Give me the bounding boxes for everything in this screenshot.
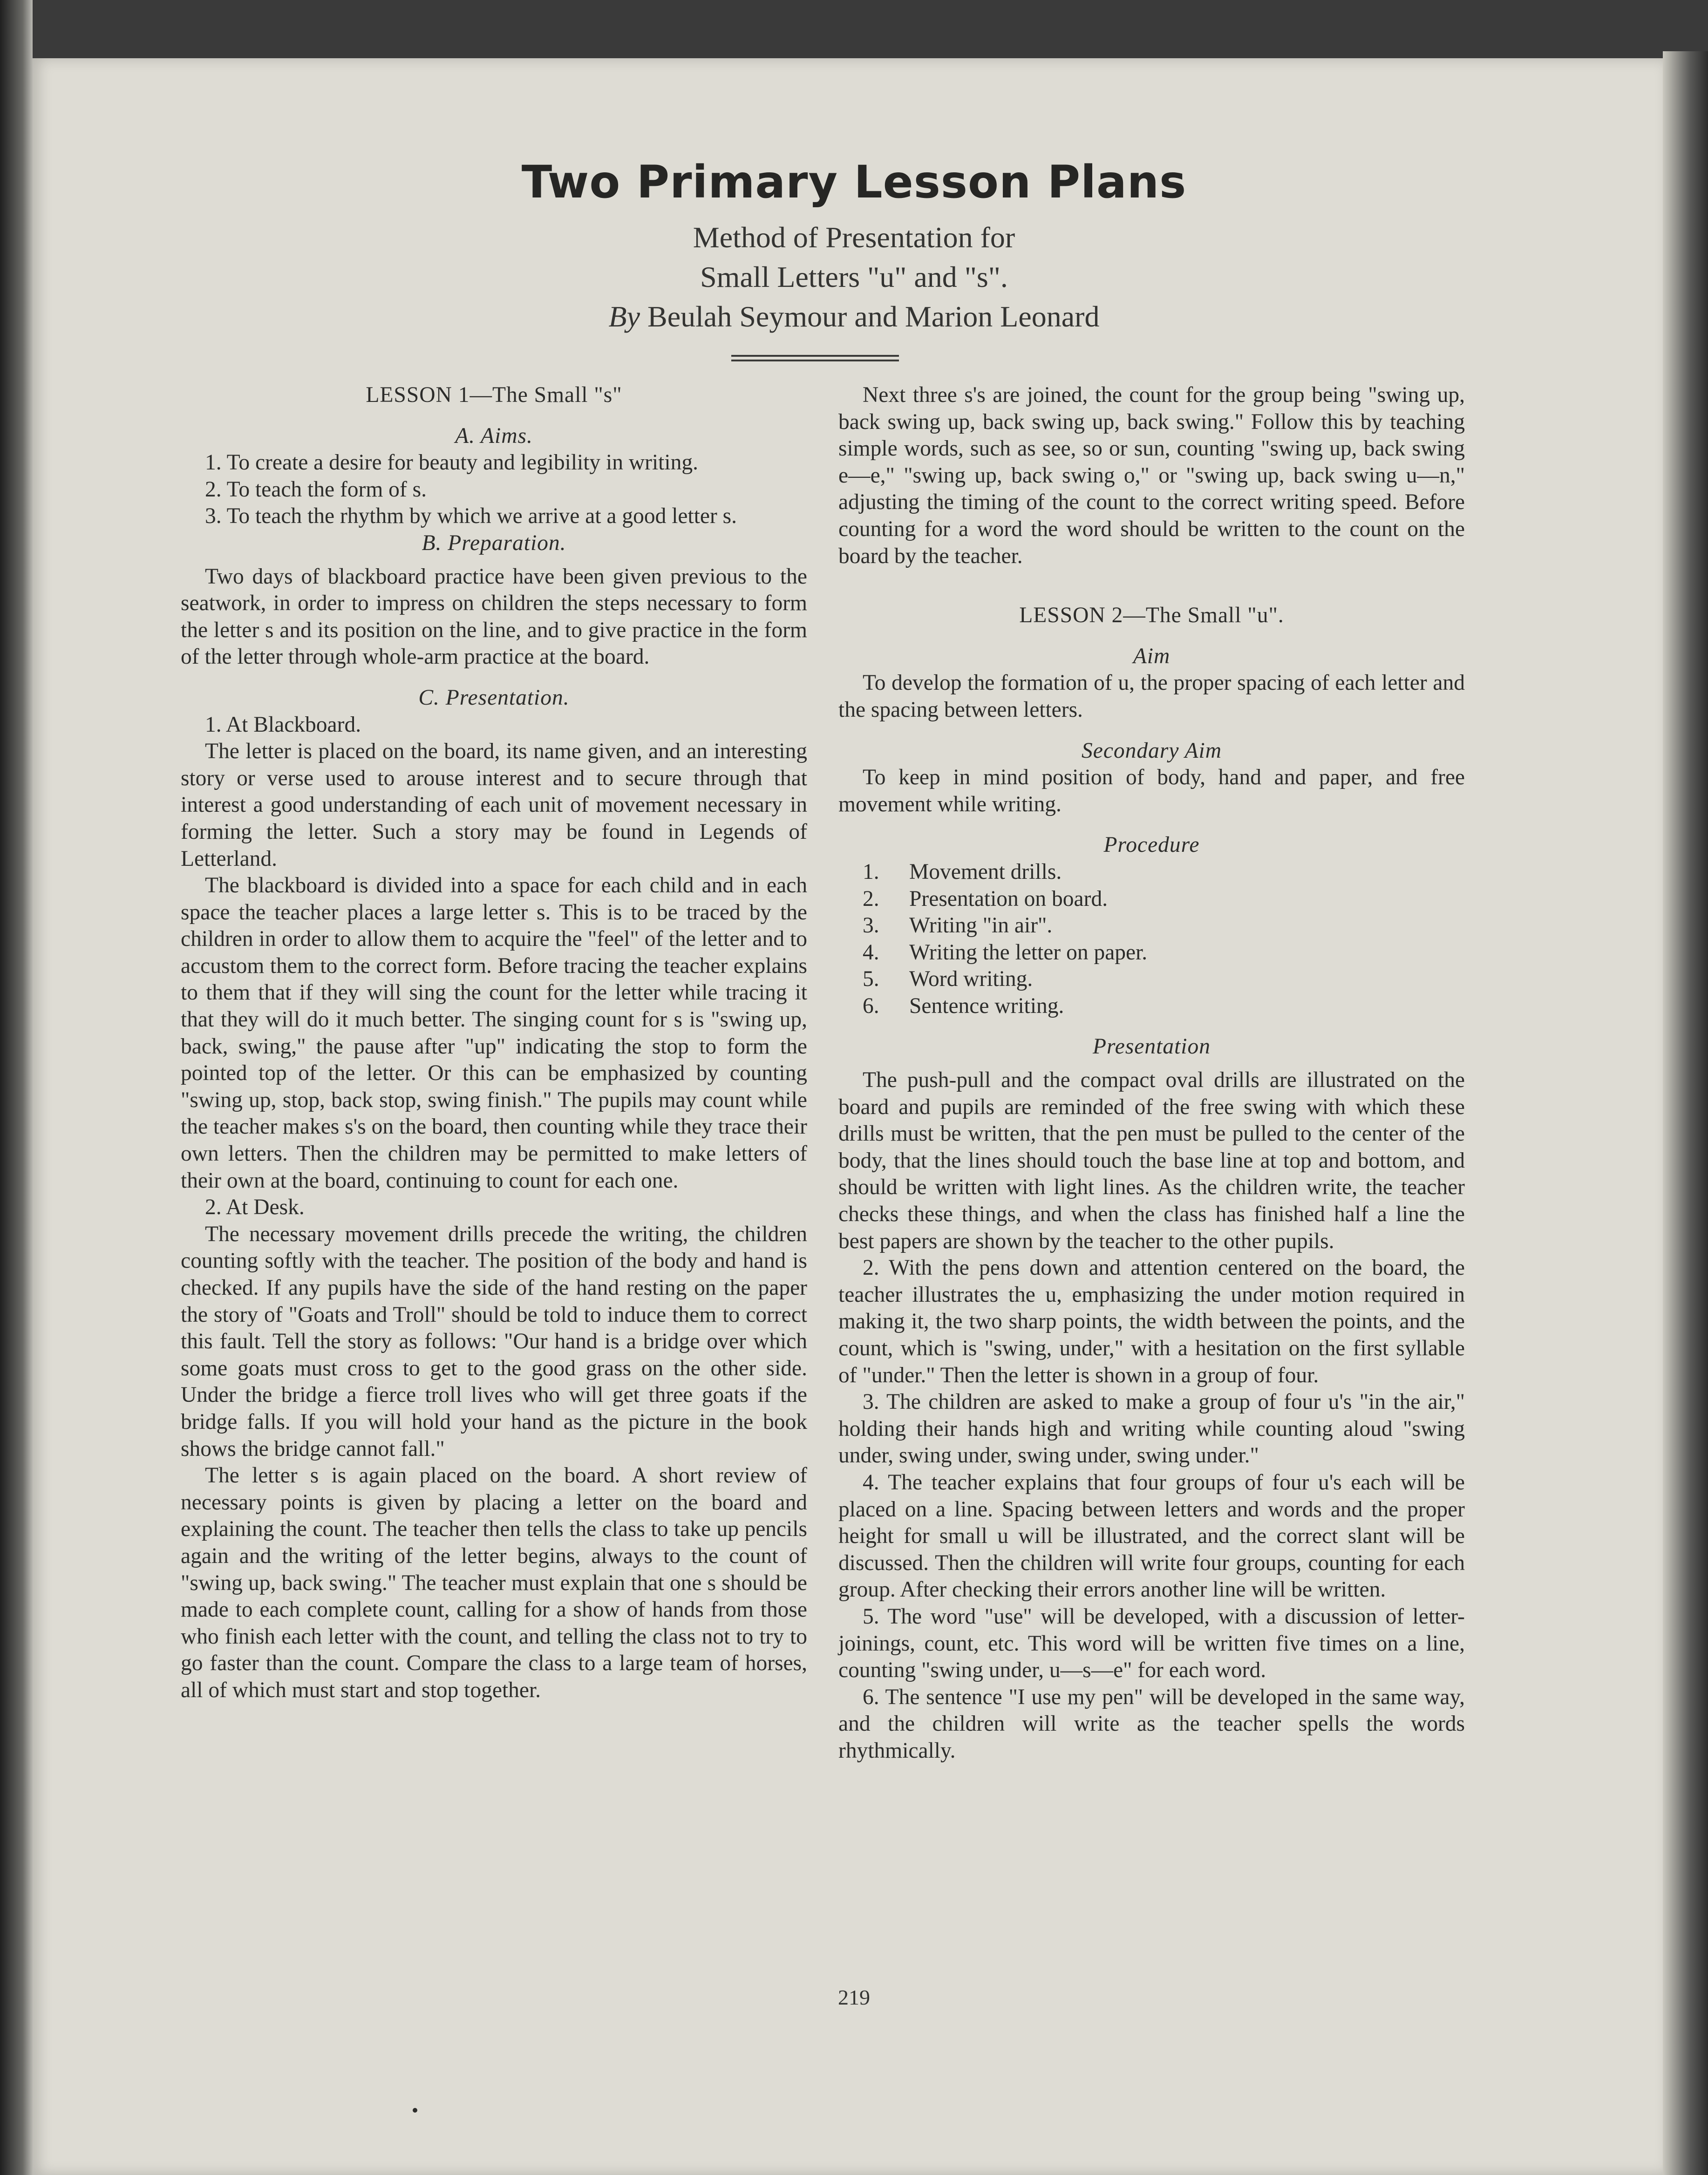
list-item-number: 6.	[863, 993, 879, 1018]
preparation-text: Two days of blackboard practice have been given previous to the seatwork, in order to impress on children the steps necessary to form the letter s and its position on the line, and to give practice in the form of the letter through whole-arm practice at the board.	[181, 564, 807, 669]
paragraph: 5. The word "use" will be developed, with a discussion of letter-joinings, count, etc. This word will be written five times on a line, counting "swing under, u—s—e" for each word.	[838, 1604, 1465, 1683]
secondary-aim-text: To keep in mind position of body, hand and paper, and free movement while writing.	[838, 765, 1465, 816]
aim-text: To develop the formation of u, the proper spacing of each letter and the spacing between letters.	[838, 671, 1465, 722]
list-item-text: Writing the letter on paper.	[909, 940, 1148, 965]
paragraph: 4. The teacher explains that four groups of four u's each will be placed on a line. Spacing between letters and words and the proper height for small u will be illustrated, and the correct slant will be discussed. Then the children will write four groups, counting for each group. After checking their errors another line will be written.	[838, 1470, 1465, 1602]
article-title: Two Primary Lesson Plans	[521, 156, 1187, 208]
presentation-heading: C. Presentation.	[418, 685, 570, 710]
paragraph: The necessary movement drills precede the writing, the children counting softly with the teacher. The position of the body and hand is checked. If any pupils have the side of the hand resting on the paper the story of "Goats and Troll" should be told to induce them to correct this fault. Tell the story as follows: "Our hand is a bridge over which some goats must cross to get to the good grass on the other side. Under the bridge a fierce troll lives who will get three goats if the bridge falls. If you will hold your hand as the picture in the book shows the bridge cannot fall."	[181, 1222, 807, 1461]
aim-3: 3. To teach the rhythm by which we arrive at a good letter s.	[205, 504, 737, 529]
lesson-1-heading: LESSON 1—The Small "s"	[366, 383, 622, 407]
list-item	[838, 859, 1465, 886]
list-item-text: Presentation on board.	[909, 886, 1108, 911]
aim-2: 2. To teach the form of s.	[205, 477, 427, 502]
paragraph: The letter s is again placed on the board. A short review of necessary points is given by placing a letter on the board and explaining the count. The teacher then tells the class to take up pencils again and the writing of the letter begins, always to the count of "swing up, back swing." The teacher must explain that one s should be made to each complete count, calling for a show of hands from those who finish each letter with the count, and telling the class not to try to go faster than the count. Compare the class to a large team of horses, all of which must start and stop together.	[181, 1463, 807, 1702]
list-item	[838, 939, 1465, 966]
left-column	[181, 382, 807, 1704]
aim-1: 1. To create a desire for beauty and legibility in writing.	[205, 450, 698, 475]
procedure-heading: Procedure	[1103, 833, 1200, 857]
list-item	[838, 993, 1465, 1020]
list-item-text: Writing "in air".	[909, 913, 1053, 938]
list-item-text: Movement drills.	[909, 859, 1062, 884]
list-item-number: 3.	[863, 913, 879, 938]
page-edge	[1663, 51, 1708, 2175]
preparation-heading: B. Preparation.	[422, 530, 566, 555]
byline-authors: Beulah Seymour and Marion Leonard	[647, 300, 1100, 333]
list-item-text: Word writing.	[909, 967, 1033, 992]
at-blackboard-label: 1. At Blackboard.	[205, 712, 361, 737]
byline-by: By	[608, 300, 640, 333]
list-item-number: 4.	[863, 940, 879, 965]
list-item	[838, 886, 1465, 913]
lesson-2-heading: LESSON 2—The Small "u".	[1019, 603, 1284, 628]
list-item-number: 1.	[863, 859, 879, 884]
paragraph: 2. With the pens down and attention centered on the board, the teacher illustrates the u, emphasizing the under motion required in making it, the two sharp points, the width between the points, and the count, which is "swing, under," with a hesitation on the first syllable of "under." Then the letter is shown in a group of four.	[838, 1256, 1465, 1387]
aim-heading: Aim	[1133, 644, 1170, 668]
secondary-aim-heading: Secondary Aim	[1081, 738, 1222, 763]
list-item-number: 2.	[863, 886, 879, 911]
at-desk-label: 2. At Desk.	[205, 1195, 305, 1220]
presentation-heading: Presentation	[1093, 1034, 1211, 1059]
article-subtitle-line-1: Method of Presentation for	[693, 221, 1015, 254]
paragraph: 3. The children are asked to make a group of four u's "in the air," holding their hands high and writing while counting aloud "swing under, swing under, swing under, swing under."	[838, 1390, 1465, 1468]
list-item-number: 5.	[863, 967, 879, 992]
list-item-text: Sentence writing.	[909, 993, 1064, 1018]
paragraph: Next three s's are joined, the count for the group being "swing up, back swing up, back swing up, back swing." Follow this by teaching simple words, such as see, so or sun, counting "swing up, back swing e—e," "swing up, back swing o," or "swing up, back swing u—n," adjusting the timing of the count to the correct writing speed. Before counting for a word the word should be written to the count on the board by the teacher.	[838, 383, 1465, 568]
aims-heading: A. Aims.	[455, 423, 533, 448]
procedure-list	[838, 859, 1465, 1020]
byline	[0, 298, 1708, 335]
list-item	[838, 912, 1465, 939]
paragraph: The letter is placed on the board, its name given, and an interesting story or verse used to arouse interest and to secure through that interest a good understanding of each unit of movement necessary in forming the letter. Such a story may be found in Legends of Letterland.	[181, 739, 807, 871]
paragraph: The push-pull and the compact oval drills are illustrated on the board and pupils are reminded of the free swing with which these drills must be written, that the pen must be pulled to the center of the body, that the lines should touch the base line at top and bottom, and should be written with light lines. As the children write, the teacher checks these things, and when the class has finished half a line the best papers are shown by the teacher to the other pupils.	[838, 1068, 1465, 1253]
print-speck	[413, 2108, 417, 2113]
paragraph: 6. The sentence "I use my pen" will be developed in the same way, and the children will write as the teacher spells the words rhythmically.	[838, 1685, 1465, 1763]
article-subtitle-line-2: Small Letters "u" and "s".	[700, 260, 1008, 293]
list-item	[838, 966, 1465, 993]
title-rule-bottom	[731, 360, 899, 361]
right-column	[838, 382, 1465, 1765]
page-number: 219	[838, 1985, 870, 2009]
paragraph: The blackboard is divided into a space for each child and in each space the teacher places a large letter s. This is to be traced by the children in order to allow them to acquire the "feel" of the letter and to accustom them to the correct form. Before tracing the teacher explains to them that if they will sing the count for the letter while tracing it that they will do it much better. The singing count for s is "swing up, back, swing," the pause after "up" indicating the stop to form the pointed top of the letter. Or this can be emphasized by counting "swing up, stop, back stop, swing finish." The pupils may count while the teacher makes s's on the board, then counting while they trace their own letters. Then the children may be permitted to make letters of their own at the board, continuing to count for each one.	[181, 873, 807, 1193]
title-rule-top	[731, 355, 899, 357]
